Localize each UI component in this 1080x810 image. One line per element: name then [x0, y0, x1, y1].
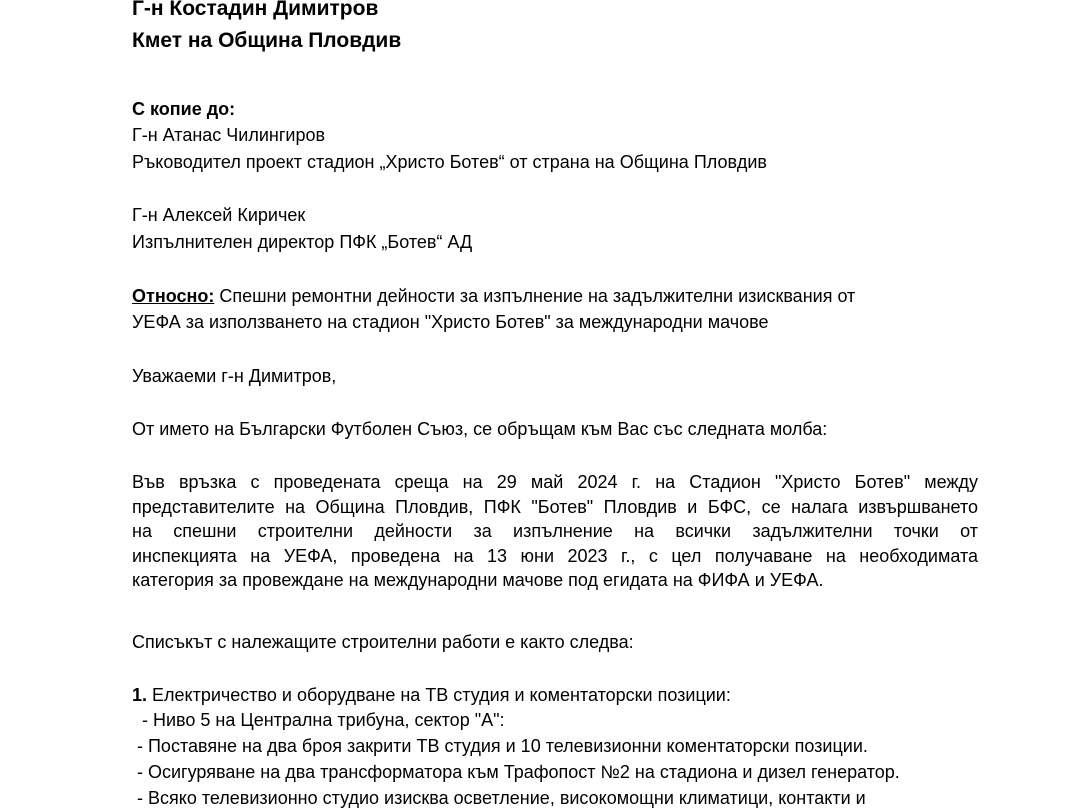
list-intro: Списъкът с належащите строителни работи е както следва: [132, 632, 634, 652]
subject-label: Относно: [132, 286, 215, 306]
body-line-1: Във връзка с проведената среща на 29 май 2024 г. на Стадион "Христо Ботев" между [132, 472, 978, 492]
addressee-name: Г-н Костадин Димитров [132, 0, 379, 20]
item-1-title: Електричество и оборудване на ТВ студия и коментаторски позиции: [147, 685, 731, 705]
body-line-4: инспекцията на УЕФА, проведена на 13 юни 2023 г., с цел получаване на необходимата [132, 545, 978, 566]
item-1-title-line [132, 683, 731, 707]
item-1-number: 1. [132, 685, 148, 705]
body-paragraph [132, 470, 978, 593]
item-1-subitem-1: - Ниво 5 на Централна трибуна, сектор "А": [132, 710, 505, 730]
body-line-2: представителите на Община Пловдив, ПФК "Ботев" Пловдив и БФС, се налага извършването [132, 496, 978, 517]
body-line-3: на спешни строителни дейности за изпълнение на всички задължителни точки от [132, 521, 978, 541]
addressee-title: Кмет на Община Пловдив [132, 29, 402, 52]
subject-line-2: УЕФА за използването на стадион "Христо Ботев" за международни мачове [132, 312, 769, 332]
item-1-subitem-4: - Всяко телевизионно студио изисква осветление, високомощни климатици, контакти и [132, 788, 866, 808]
item-1-subitem-3: - Осигуряване на два трансформатора към Трафопост №2 на стадиона и дизел генератор. [132, 762, 900, 782]
subject-text-1: Спешни ремонтни дейности за изпълнение на задължителни изисквания от [214, 286, 856, 306]
copy-recipient-2-name: Г-н Алексей Киричек [132, 205, 306, 225]
body-line-5: категория за провеждане на международни мачове под егидата на ФИФА и УЕФА. [132, 570, 824, 590]
salutation: Уважаеми г-н Димитров, [132, 366, 337, 386]
copy-to-heading: С копие до: [132, 99, 236, 119]
item-1-subitem-2: - Поставяне на два броя закрити ТВ студия и 10 телевизионни коментаторски позиции. [132, 736, 868, 756]
copy-recipient-1-role: Ръководител проект стадион „Христо Ботев“ от страна на Община Пловдив [132, 152, 767, 172]
copy-recipient-2-role: Изпълнителен директор ПФК „Ботев“ АД [132, 232, 473, 252]
copy-recipient-1-name: Г-н Атанас Чилингиров [132, 125, 326, 145]
intro-paragraph: От името на Български Футболен Съюз, се обръщам към Вас със следната молба: [132, 419, 828, 439]
subject-line-1 [132, 284, 855, 308]
